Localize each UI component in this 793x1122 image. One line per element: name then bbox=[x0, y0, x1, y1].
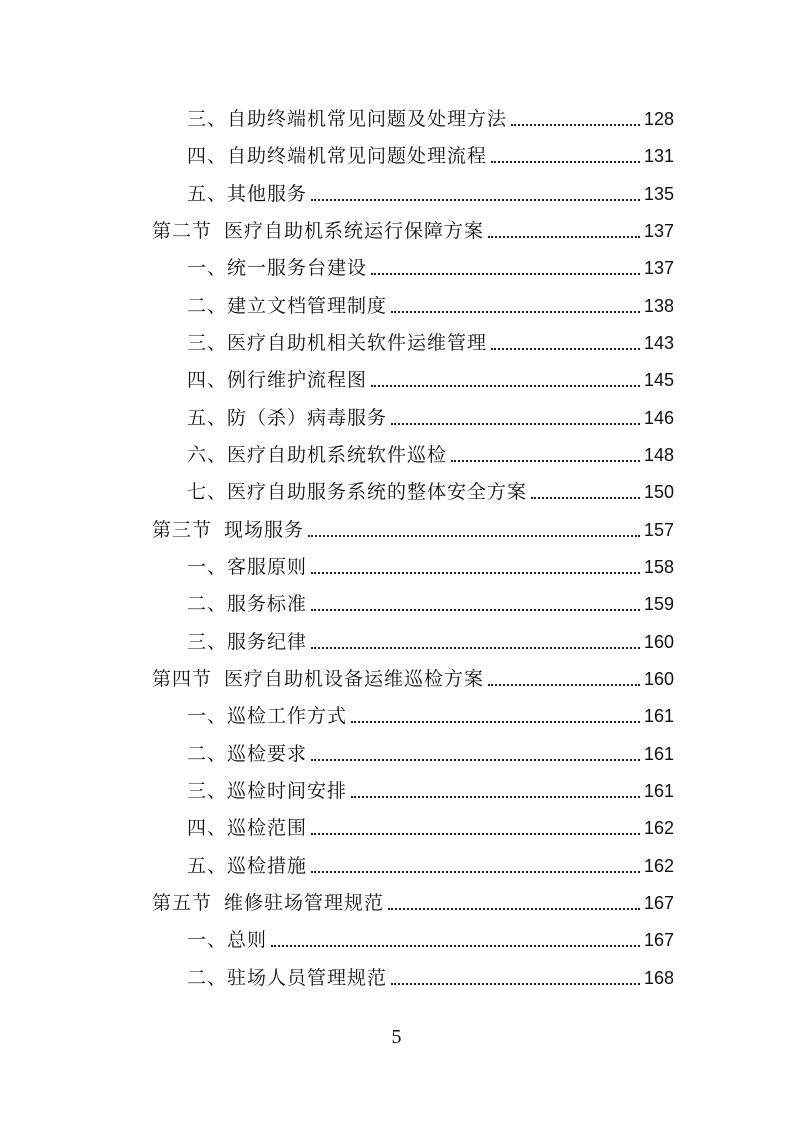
toc-leader-dots bbox=[491, 348, 640, 350]
toc-entry[interactable] bbox=[187, 925, 674, 955]
toc-leader-dots bbox=[311, 871, 640, 873]
toc-entry[interactable] bbox=[187, 403, 674, 433]
toc-leader-dots bbox=[491, 161, 640, 163]
toc-section-title: 现场服务 bbox=[224, 519, 305, 541]
toc-entry-page: 143 bbox=[643, 333, 674, 353]
toc-leader-dots bbox=[311, 609, 640, 611]
toc-entry-page: 146 bbox=[643, 408, 674, 428]
toc-entry-page: 137 bbox=[643, 258, 674, 278]
toc-entry[interactable] bbox=[187, 365, 674, 395]
toc-entry[interactable] bbox=[187, 104, 674, 134]
toc-entry-title: 二、服务标准 bbox=[187, 593, 308, 615]
toc-entry[interactable] bbox=[187, 739, 674, 769]
toc-entry-page: 161 bbox=[643, 781, 674, 801]
toc-entry-title: 四、例行维护流程图 bbox=[187, 369, 368, 391]
toc-entry-page: 167 bbox=[643, 930, 674, 950]
toc-entry[interactable] bbox=[187, 253, 674, 283]
toc-entry-title: 一、巡检工作方式 bbox=[187, 705, 348, 727]
toc-entry-title: 三、自助终端机常见问题及处理方法 bbox=[187, 108, 508, 130]
toc-leader-dots bbox=[311, 572, 640, 574]
toc-entry-title: 五、巡检措施 bbox=[187, 855, 308, 877]
toc-entry-page: 167 bbox=[643, 893, 674, 913]
toc-leader-dots bbox=[371, 273, 640, 275]
toc-entry[interactable] bbox=[187, 813, 674, 843]
toc-entry[interactable] bbox=[187, 179, 674, 209]
toc-leader-dots bbox=[271, 945, 640, 947]
toc-leader-dots bbox=[391, 423, 640, 425]
toc-entry[interactable] bbox=[187, 701, 674, 731]
toc-entry-title bbox=[152, 216, 484, 246]
toc-entry-title: 三、巡检时间安排 bbox=[187, 780, 348, 802]
toc-entry-page: 161 bbox=[643, 706, 674, 726]
toc-entry[interactable] bbox=[187, 552, 674, 582]
toc-section-number: 第三节 bbox=[152, 519, 213, 541]
toc-entry-page: 160 bbox=[643, 632, 674, 652]
toc-section-entry[interactable] bbox=[152, 515, 674, 545]
toc-entry-title: 五、防（杀）病毒服务 bbox=[187, 407, 388, 429]
toc-entry-page: 157 bbox=[643, 520, 674, 540]
toc-entry-page: 138 bbox=[643, 296, 674, 316]
toc-entry[interactable] bbox=[187, 851, 674, 881]
toc-section-entry[interactable] bbox=[152, 888, 674, 918]
toc-entry-page: 161 bbox=[643, 744, 674, 764]
toc-section-title: 医疗自助机系统运行保障方案 bbox=[224, 220, 485, 242]
toc-entry[interactable] bbox=[187, 963, 674, 993]
toc-entry-title: 三、医疗自助机相关软件运维管理 bbox=[187, 332, 488, 354]
toc-entry-title: 四、自助终端机常见问题处理流程 bbox=[187, 145, 488, 167]
toc-entry-title: 二、建立文档管理制度 bbox=[187, 295, 388, 317]
toc-entry-page: 168 bbox=[643, 968, 674, 988]
toc-entry-title bbox=[152, 664, 484, 694]
toc-entry-page: 160 bbox=[643, 669, 674, 689]
toc-leader-dots bbox=[391, 311, 640, 313]
toc-entry-title bbox=[152, 515, 304, 545]
toc-entry-title: 一、统一服务台建设 bbox=[187, 257, 368, 279]
toc-entry[interactable] bbox=[187, 589, 674, 619]
toc-entry[interactable] bbox=[187, 776, 674, 806]
toc-entry[interactable] bbox=[187, 477, 674, 507]
toc-leader-dots bbox=[351, 796, 640, 798]
toc-section-entry[interactable] bbox=[152, 664, 674, 694]
toc-section-title: 医疗自助机设备运维巡检方案 bbox=[224, 668, 485, 690]
toc-entry-page: 145 bbox=[643, 370, 674, 390]
toc-entry-title: 二、驻场人员管理规范 bbox=[187, 967, 388, 989]
toc-section-number: 第四节 bbox=[152, 668, 213, 690]
toc-leader-dots bbox=[351, 721, 640, 723]
toc-entry-page: 131 bbox=[643, 146, 674, 166]
toc-leader-dots bbox=[511, 124, 640, 126]
toc-entry-page: 158 bbox=[643, 557, 674, 577]
toc-entry-page: 135 bbox=[643, 184, 674, 204]
toc-leader-dots bbox=[488, 236, 640, 238]
toc-entry-page: 128 bbox=[643, 109, 674, 129]
toc-section-number: 第二节 bbox=[152, 220, 213, 242]
toc-leader-dots bbox=[311, 759, 640, 761]
toc-entry-page: 159 bbox=[643, 594, 674, 614]
toc-leader-dots bbox=[451, 460, 640, 462]
toc-entry-page: 137 bbox=[643, 221, 674, 241]
toc-entry[interactable] bbox=[187, 440, 674, 470]
toc-leader-dots bbox=[488, 684, 640, 686]
toc-entry-title: 三、服务纪律 bbox=[187, 631, 308, 653]
toc-entry-page: 150 bbox=[643, 482, 674, 502]
toc-entry[interactable] bbox=[187, 291, 674, 321]
toc-entry-page: 162 bbox=[643, 818, 674, 838]
toc-entry-title: 一、客服原则 bbox=[187, 556, 308, 578]
toc-entry-title bbox=[152, 888, 384, 918]
toc-entry-title: 一、总则 bbox=[187, 929, 268, 951]
toc-entry-page: 162 bbox=[643, 856, 674, 876]
toc-leader-dots bbox=[311, 647, 640, 649]
toc-leader-dots bbox=[311, 199, 640, 201]
toc-leader-dots bbox=[531, 497, 640, 499]
toc-section-number: 第五节 bbox=[152, 892, 213, 914]
toc-entry-title: 四、巡检范围 bbox=[187, 817, 308, 839]
toc-leader-dots bbox=[391, 983, 640, 985]
toc-leader-dots bbox=[308, 535, 640, 537]
toc-entry-title: 二、巡检要求 bbox=[187, 743, 308, 765]
toc-entry-title: 五、其他服务 bbox=[187, 183, 308, 205]
toc-entry[interactable] bbox=[187, 141, 674, 171]
toc-leader-dots bbox=[388, 908, 640, 910]
toc-entry-page: 148 bbox=[643, 445, 674, 465]
toc-leader-dots bbox=[311, 833, 640, 835]
toc-entry-title: 六、医疗自助机系统软件巡检 bbox=[187, 444, 448, 466]
toc-entry-title: 七、医疗自助服务系统的整体安全方案 bbox=[187, 481, 528, 503]
toc-entry[interactable] bbox=[187, 328, 674, 358]
toc-section-title: 维修驻场管理规范 bbox=[224, 892, 385, 914]
toc-leader-dots bbox=[371, 385, 640, 387]
toc-section-entry[interactable] bbox=[152, 216, 674, 246]
toc-entry[interactable] bbox=[187, 627, 674, 657]
page-number: 5 bbox=[391, 1026, 402, 1048]
